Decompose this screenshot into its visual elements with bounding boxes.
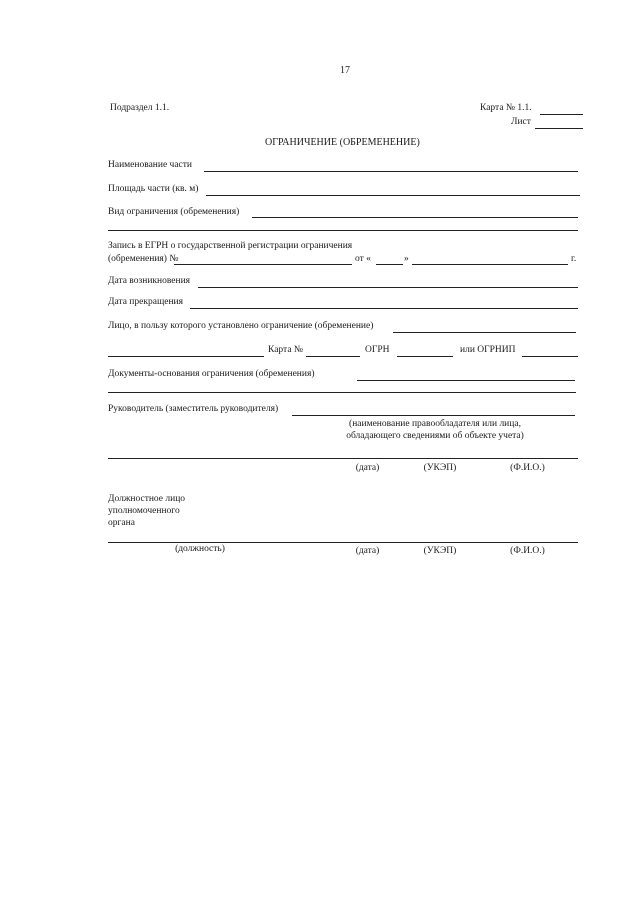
beneficiary-field[interactable] xyxy=(393,332,576,333)
ogrnip-field[interactable] xyxy=(522,356,578,357)
head-date-caption: (дата) xyxy=(355,463,380,473)
end-date-field[interactable] xyxy=(190,308,578,309)
head-ukep-caption: (УКЭП) xyxy=(423,463,457,473)
ogrn-field[interactable] xyxy=(397,356,453,357)
beneficiary-label: Лицо, в пользу которого установлено ограничение (обременение) xyxy=(108,321,374,331)
basis-documents-field[interactable] xyxy=(357,380,575,381)
restriction-type-label: Вид ограничения (обременения) xyxy=(108,207,240,217)
official-label-line2: уполномоченного xyxy=(108,506,180,516)
egrn-entry-label-line2: (обременения) № xyxy=(108,254,179,264)
head-signature-line[interactable] xyxy=(108,458,578,459)
sheet-label: Лист xyxy=(511,117,531,127)
form-title: ОГРАНИЧЕНИЕ (ОБРЕМЕНЕНИЕ) xyxy=(265,137,420,148)
restriction-type-field-continued[interactable] xyxy=(108,230,578,231)
holder-caption-line1: (наименование правообладателя или лица, xyxy=(349,419,521,429)
card-number-field[interactable] xyxy=(540,114,583,115)
start-date-field[interactable] xyxy=(198,287,578,288)
basis-documents-label: Документы-основания ограничения (обременения) xyxy=(108,369,315,379)
official-label-line3: органа xyxy=(108,518,135,528)
part-area-field[interactable] xyxy=(206,195,580,196)
official-position-caption: (должность) xyxy=(175,544,225,554)
date-from-label: от « xyxy=(355,254,371,264)
page-number: 17 xyxy=(340,65,350,76)
sheet-field[interactable] xyxy=(535,128,583,129)
head-signatory-field[interactable] xyxy=(292,415,575,416)
egrn-entry-label-line1: Запись в ЕГРН о государственной регистрации ограничения xyxy=(108,241,353,251)
part-name-label: Наименование части xyxy=(108,160,193,170)
official-signature-line[interactable] xyxy=(108,542,578,543)
official-label-line1: Должностное лицо xyxy=(108,494,186,504)
subsection-label: Подраздел 1.1. xyxy=(110,103,170,113)
restriction-type-field[interactable] xyxy=(252,217,578,218)
egrn-month-year-field[interactable] xyxy=(412,264,568,265)
ogrn-label: ОГРН xyxy=(365,345,390,355)
beneficiary-name-field[interactable] xyxy=(108,356,264,357)
start-date-label: Дата возникновения xyxy=(108,276,191,286)
year-suffix: г. xyxy=(571,254,577,264)
end-date-label: Дата прекращения xyxy=(108,297,184,307)
official-fio-caption: (Ф.И.О.) xyxy=(510,546,545,556)
egrn-day-field[interactable] xyxy=(376,264,403,265)
part-name-field[interactable] xyxy=(204,171,578,172)
head-fio-caption: (Ф.И.О.) xyxy=(510,463,545,473)
ogrnip-label: или ОГРНИП xyxy=(460,345,516,355)
date-quote-close: » xyxy=(404,254,409,264)
holder-caption-line2: обладающего сведениями об объекте учета) xyxy=(346,431,524,441)
official-date-caption: (дата) xyxy=(355,546,380,556)
egrn-entry-number-field[interactable] xyxy=(174,264,352,265)
card-number-label: Карта № 1.1. xyxy=(480,103,532,113)
head-signatory-label: Руководитель (заместитель руководителя) xyxy=(108,404,279,414)
part-area-label: Площадь части (кв. м) xyxy=(108,184,199,194)
official-ukep-caption: (УКЭП) xyxy=(423,546,457,556)
card-no-field[interactable] xyxy=(306,356,360,357)
basis-documents-field-continued[interactable] xyxy=(108,392,576,393)
card-no-label: Карта № xyxy=(268,345,303,355)
